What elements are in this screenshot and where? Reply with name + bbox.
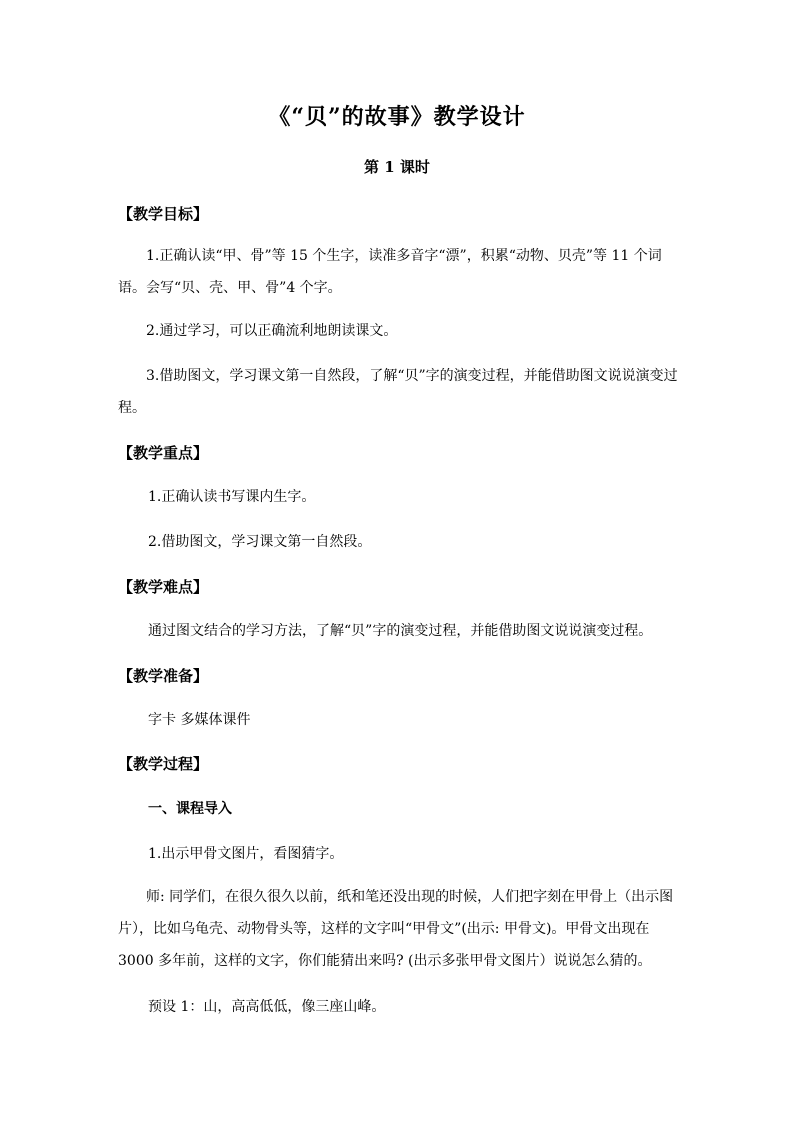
- key-point-1: 1.正确认读书写课内生字。: [148, 489, 316, 505]
- objective-2: 2.通过学习，可以正确流利地朗读课文。: [146, 323, 398, 339]
- objective-1: 1.正确认读“甲、骨”等 15 个生字，读准多音字“漂”，积累“动物、贝壳”等 11 个词语。会写“贝、壳、甲、骨”4 个字。: [118, 248, 662, 296]
- difficulties-heading: 【教学难点】: [118, 578, 209, 596]
- key-points-heading: 【教学重点】: [118, 444, 209, 462]
- difficulty-text: 通过图文结合的学习方法，了解“贝”字的演变过程，并能借助图文说说演变过程。: [148, 623, 653, 639]
- objective-3: 3.借助图文，学习课文第一自然段，了解“贝”字的演变过程，并能借助图文说说演变过程。: [118, 368, 678, 416]
- process-step-1: 1.出示甲骨文图片，看图猜字。: [148, 846, 344, 862]
- key-point-2: 2.借助图文，学习课文第一自然段。: [148, 534, 372, 550]
- process-subheading: 一、课程导入: [148, 801, 232, 817]
- document-title: 《“贝”的故事》教学设计: [268, 104, 526, 130]
- lesson-period: 第 1 课时: [364, 158, 430, 176]
- preparation-text: 字卡 多媒体课件: [148, 712, 251, 728]
- preset-answer-1: 预设 1：山，高高低低，像三座山峰。: [148, 999, 386, 1015]
- objectives-heading: 【教学目标】: [118, 205, 209, 223]
- teacher-script: 师: 同学们，在很久很久以前，纸和笔还没出现的时候，人们把字刻在甲骨上（出示图片），比如乌龟壳、动物骨头等，这样的文字叫“甲骨文”(出示: 甲骨文)。甲骨文出现在 3000 多年前，这样的文字，你们能猜出来吗? (出示多张甲骨文图片）说说怎么猜的。: [118, 889, 674, 969]
- preparation-heading: 【教学准备】: [118, 667, 209, 685]
- process-heading: 【教学过程】: [118, 755, 209, 773]
